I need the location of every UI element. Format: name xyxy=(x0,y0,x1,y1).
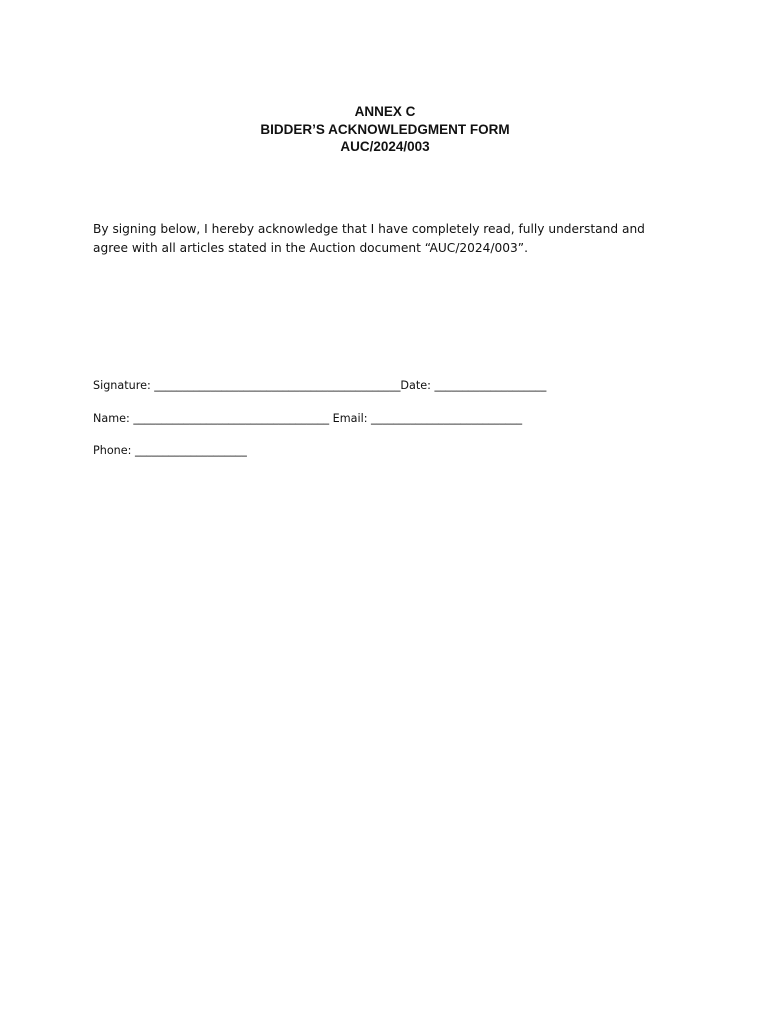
acknowledgment-line-2: agree with all articles stated in the Auction document “AUC/2024/003”. xyxy=(93,240,528,255)
name-email-line: Name: ___________________________________ Email: ___________________________ xyxy=(93,412,523,425)
acknowledgment-paragraph xyxy=(93,220,693,257)
document-header xyxy=(0,103,770,156)
reference-number: AUC/2024/003 xyxy=(340,139,430,154)
acknowledgment-line-1: By signing below, I hereby acknowledge that I have completely read, fully understand and xyxy=(93,222,645,236)
annex-title: ANNEX C xyxy=(354,104,416,119)
form-title: BIDDER’S ACKNOWLEDGMENT FORM xyxy=(260,121,510,137)
signature-date-line: Signature: ____________________________________________Date: ____________________ xyxy=(93,379,547,392)
phone-line: Phone: ____________________ xyxy=(93,444,247,457)
